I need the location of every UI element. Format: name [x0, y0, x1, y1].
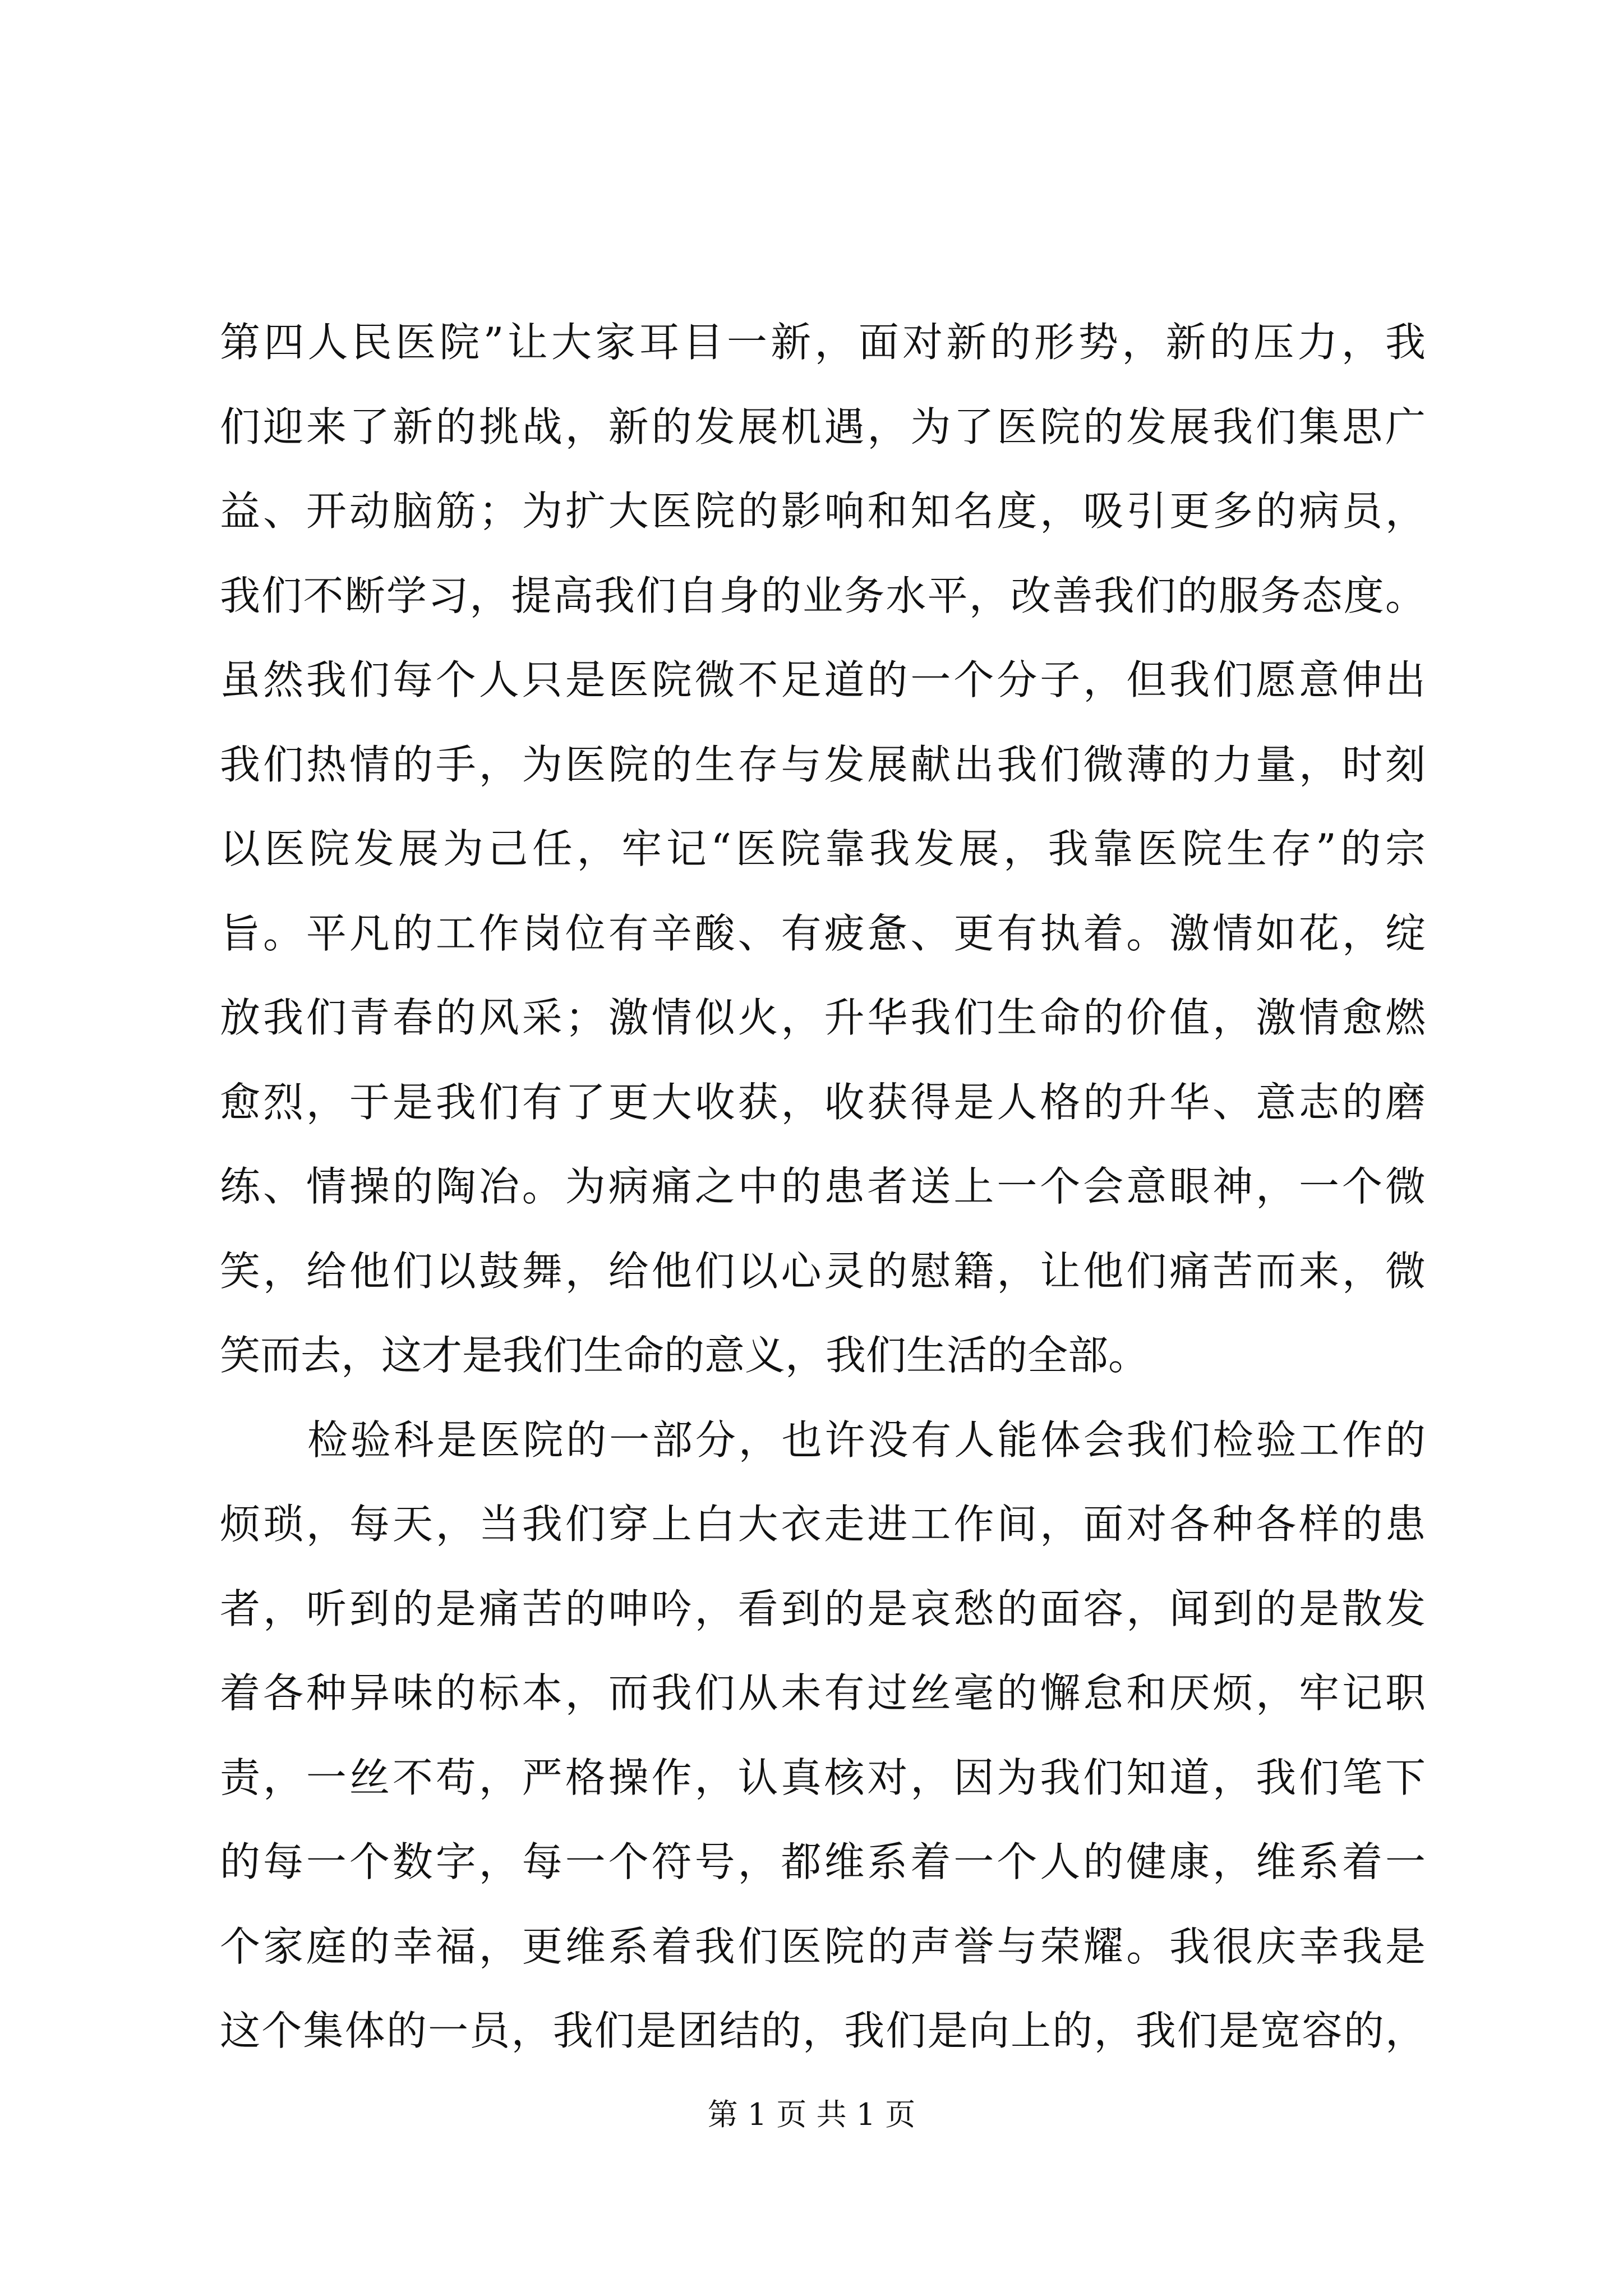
text-line: 愈烈，于是我们有了更大收获，收获得是人格的升华、意志的磨: [220, 1078, 1426, 1126]
page-footer: 第 1 页 共 1 页: [707, 2097, 916, 2132]
text-line: 旨。平凡的工作岗位有辛酸、有疲惫、更有执着。激情如花，绽: [220, 909, 1426, 957]
text-line: 我们不断学习，提高我们自身的业务水平，改善我们的服务态度。: [220, 572, 1426, 619]
text-line: 个家庭的幸福，更维系着我们医院的声誉与荣耀。我很庆幸我是: [220, 1922, 1426, 1970]
text-line: 益、开动脑筋；为扩大医院的影响和知名度，吸引更多的病员，: [220, 487, 1426, 535]
text-line: 以医院发展为己任，牢记“医院靠我发展，我靠医院生存”的宗: [220, 825, 1426, 872]
text-line: 们迎来了新的挑战，新的发展机遇，为了医院的发展我们集思广: [220, 403, 1426, 450]
text-line: 着各种异味的标本，而我们从未有过丝毫的懈怠和厌烦，牢记职: [220, 1669, 1426, 1717]
text-line: 放我们青春的风采；激情似火，升华我们生命的价值，激情愈燃: [220, 994, 1426, 1041]
text-line: 笑而去，这才是我们生命的意义，我们生活的全部。: [220, 1332, 1149, 1379]
text-line: 第四人民医院”让大家耳目一新，面对新的形势，新的压力，我: [220, 319, 1426, 366]
text-line: 我们热情的手，为医院的生存与发展献出我们微薄的力量，时刻: [220, 740, 1426, 788]
text-line: 责，一丝不苟，严格操作，认真核对，因为我们知道，我们笔下: [220, 1754, 1426, 1801]
text-line: 这个集体的一员，我们是团结的，我们是向上的，我们是宽容的，: [220, 2007, 1426, 2054]
text-line: 的每一个数字，每一个符号，都维系着一个人的健康，维系着一: [220, 1838, 1426, 1885]
text-line: 者，听到的是痛苦的呻吟，看到的是哀愁的面容，闻到的是散发: [220, 1585, 1426, 1632]
text-line: 烦琐，每天，当我们穿上白大衣走进工作间，面对各种各样的患: [220, 1501, 1426, 1548]
text-line: 检验科是医院的一部分，也许没有人能体会我们检验工作的: [307, 1416, 1426, 1464]
body-text: [220, 300, 1426, 2073]
text-line: 虽然我们每个人只是医院微不足道的一个分子，但我们愿意伸出: [220, 656, 1426, 703]
text-line: 笑，给他们以鼓舞，给他们以心灵的慰籍，让他们痛苦而来，微: [220, 1247, 1426, 1295]
text-line: 练、情操的陶冶。为病痛之中的患者送上一个会意眼神，一个微: [220, 1163, 1426, 1210]
